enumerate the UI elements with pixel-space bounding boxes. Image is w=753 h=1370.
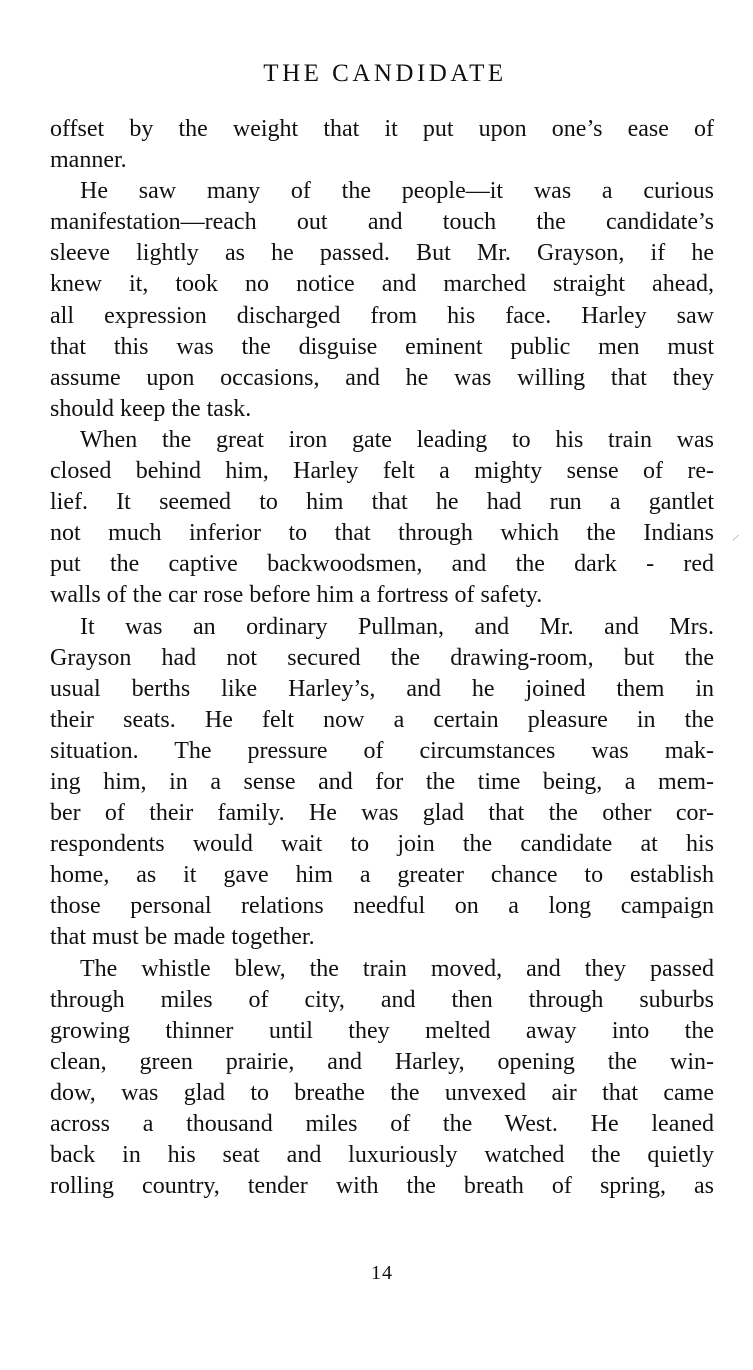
text-line: those personal relations needful on a long campaign (50, 893, 714, 920)
text-line: lief. It seemed to him that he had run a gantlet (50, 489, 714, 516)
text-line: not much inferior to that through which the Indians (50, 520, 714, 547)
text-line: ber of their family. He was glad that the other cor- (50, 800, 714, 827)
text-line: closed behind him, Harley felt a mighty sense of re- (50, 458, 714, 485)
text-line: their seats. He felt now a certain pleasure in the (50, 706, 714, 733)
text-line: all expression discharged from his face. Harley saw (50, 302, 714, 329)
text-line: through miles of city, and then through suburbs (50, 986, 714, 1013)
running-head-title: THE CANDIDATE (263, 60, 507, 87)
text-line: put the captive backwoodsmen, and the dark - red (50, 551, 714, 578)
text-line: dow, was glad to breathe the unvexed air that came (50, 1079, 714, 1106)
paragraph (50, 954, 714, 1203)
text-line: home, as it gave him a greater chance to establish (50, 862, 714, 889)
text-line: assume upon occasions, and he was willing that they (50, 364, 714, 391)
text-line: back in his seat and luxuriously watched the quietly (50, 1142, 714, 1169)
text-line: manner. (50, 147, 127, 174)
paragraph (50, 425, 714, 612)
text-line: ing him, in a sense and for the time being, a mem- (50, 768, 714, 795)
text-line: offset by the weight that it put upon one’s ease of (50, 116, 714, 142)
text-line: rolling country, tender with the breath of spring, as (50, 1173, 714, 1200)
paragraph (50, 176, 714, 425)
text-line: sleeve lightly as he passed. But Mr. Grayson, if he (50, 240, 714, 267)
text-line: situation. The pressure of circumstances was mak- (50, 737, 714, 764)
margin-speck: / (731, 532, 740, 544)
text-line: that must be made together. (50, 924, 315, 951)
text-line: He saw many of the people—it was a curious (80, 178, 714, 205)
text-line: manifestation—reach out and touch the candidate’s (50, 209, 714, 236)
paragraph (50, 114, 714, 176)
text-line: across a thousand miles of the West. He leaned (50, 1111, 714, 1137)
text-line: walls of the car rose before him a fortress of safety. (50, 582, 543, 609)
text-line: When the great iron gate leading to his train was (80, 426, 714, 453)
text-line: respondents would wait to join the candidate at his (50, 831, 714, 858)
text-line: It was an ordinary Pullman, and Mr. and Mrs. (80, 613, 714, 640)
page-number: 14 (371, 1262, 393, 1284)
text-line: The whistle blew, the train moved, and they passed (80, 955, 714, 982)
text-line: Grayson had not secured the drawing-room, but the (50, 644, 714, 671)
text-line: growing thinner until they melted away into the (50, 1017, 714, 1044)
book-page (50, 56, 714, 1284)
text-line: that this was the disguise eminent public men must (50, 333, 714, 360)
text-line: usual berths like Harley’s, and he joined them in (50, 675, 714, 702)
body-text (50, 114, 714, 1202)
text-line: should keep the task. (50, 395, 252, 422)
paragraph (50, 612, 714, 954)
text-line: clean, green prairie, and Harley, opening the win- (50, 1048, 714, 1075)
text-line: knew it, took no notice and marched straight ahead, (50, 271, 714, 298)
